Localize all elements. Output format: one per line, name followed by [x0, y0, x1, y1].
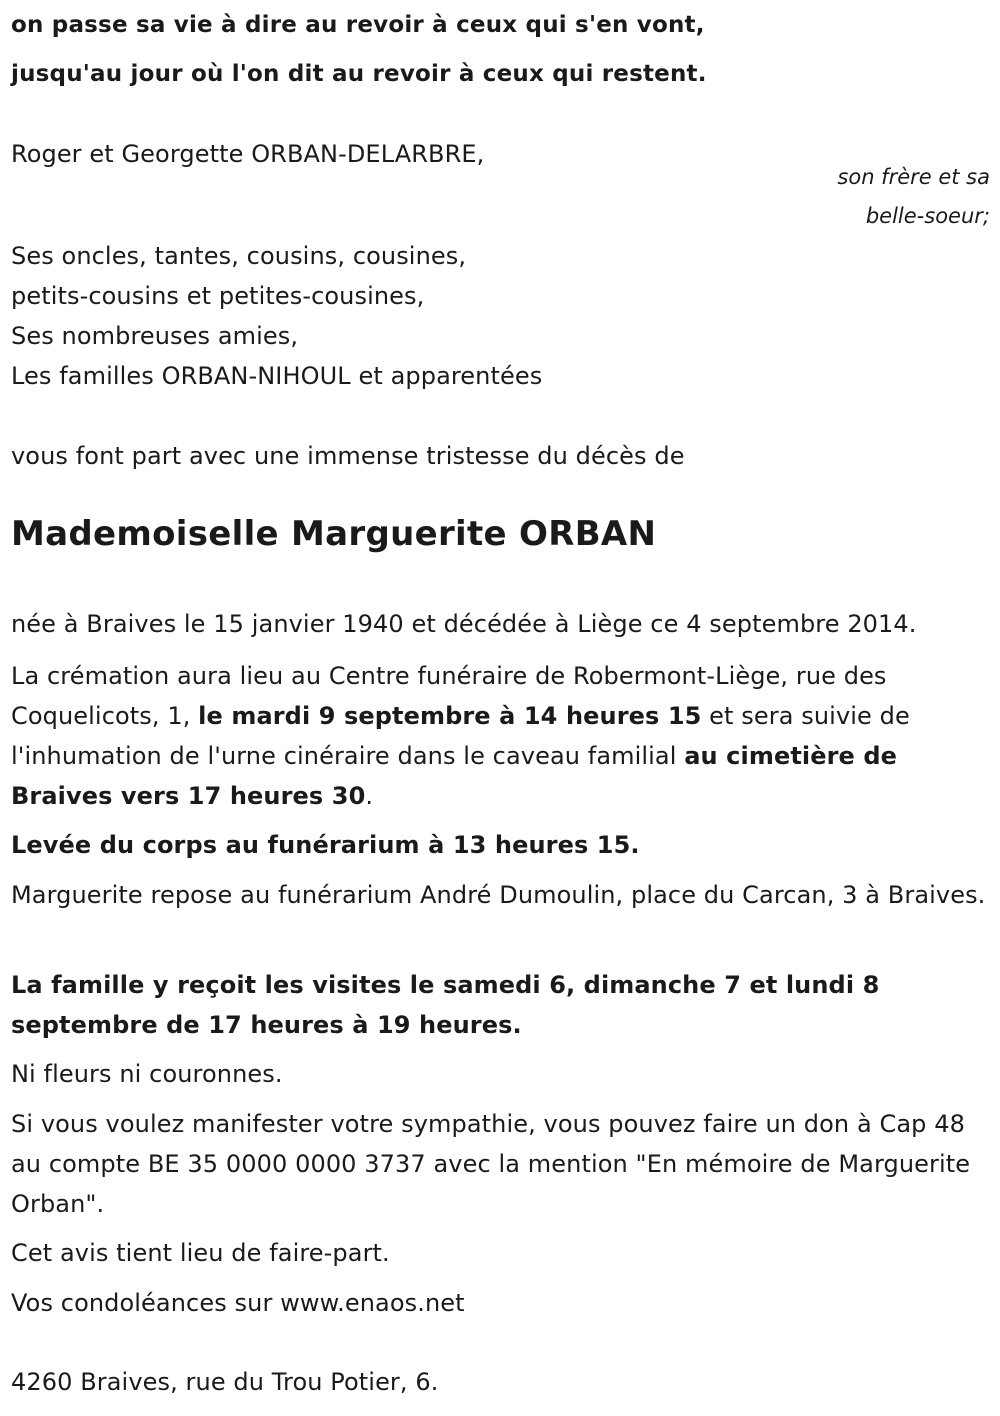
cemetery-time: au cimetière de Braives vers 17 heures 30 — [11, 742, 898, 810]
relatives-line-1: Ses oncles, tantes, cousins, cousines, — [11, 242, 467, 270]
no-flowers-text: Ni fleurs ni couronnes. — [11, 1060, 283, 1088]
epigraph-line-1: on passe sa vie à dire au revoir à ceux qui s'en vont, — [11, 12, 705, 38]
donation-text: Si vous voulez manifester votre sympathie, vous pouvez faire un don à Cap 48 au compte BE 35 0000 0000 3737 avec la mention "En mémoire de Marguerite Orban". — [11, 1110, 971, 1218]
relatives-line-4: Les familles ORBAN-NIHOUL et apparentées — [11, 362, 543, 390]
cremation-text-1: La crémation aura lieu au Centre funéraire de Robermont-Liège, rue des Coquelicots, 1, — [11, 662, 887, 730]
repose-text: Marguerite repose au funérarium André Dumoulin, place du Carcan, 3 à Braives. — [11, 881, 986, 909]
condolences-text: Vos condoléances sur www.enaos.net — [11, 1289, 465, 1317]
announcement-text: vous font part avec une immense tristesse du décès de — [11, 442, 685, 470]
sibling-relation-line-1: son frère et sa — [837, 165, 990, 189]
epigraph-line-2: jusqu'au jour où l'on dit au revoir à ceux qui restent. — [11, 61, 707, 87]
visits-text: La famille y reçoit les visites le samedi 6, dimanche 7 et lundi 8 septembre de 17 heures à 19 heures. — [11, 971, 880, 1039]
cremation-date: le mardi 9 septembre à 14 heures 15 — [198, 702, 702, 730]
cremation-text-3: . — [365, 782, 374, 810]
sibling-relation-line-2: belle-soeur; — [865, 204, 990, 228]
relatives-line-2: petits-cousins et petites-cousines, — [11, 282, 425, 310]
sibling-names: Roger et Georgette ORBAN-DELARBRE, — [11, 140, 485, 168]
relatives-line-3: Ses nombreuses amies, — [11, 322, 299, 350]
cremation-text-2: et sera suivie de l'inhumation de l'urne cinéraire dans le caveau familial — [11, 702, 910, 770]
address-text: 4260 Braives, rue du Trou Potier, 6. — [11, 1368, 439, 1396]
deceased-name: Mademoiselle Marguerite ORBAN — [11, 514, 657, 554]
cremation-paragraph — [11, 656, 991, 816]
notice-text: Cet avis tient lieu de faire-part. — [11, 1239, 390, 1267]
levee-text: Levée du corps au funérarium à 13 heures 15. — [11, 831, 640, 859]
birth-death-text: née à Braives le 15 janvier 1940 et décédée à Liège ce 4 septembre 2014. — [11, 610, 917, 638]
